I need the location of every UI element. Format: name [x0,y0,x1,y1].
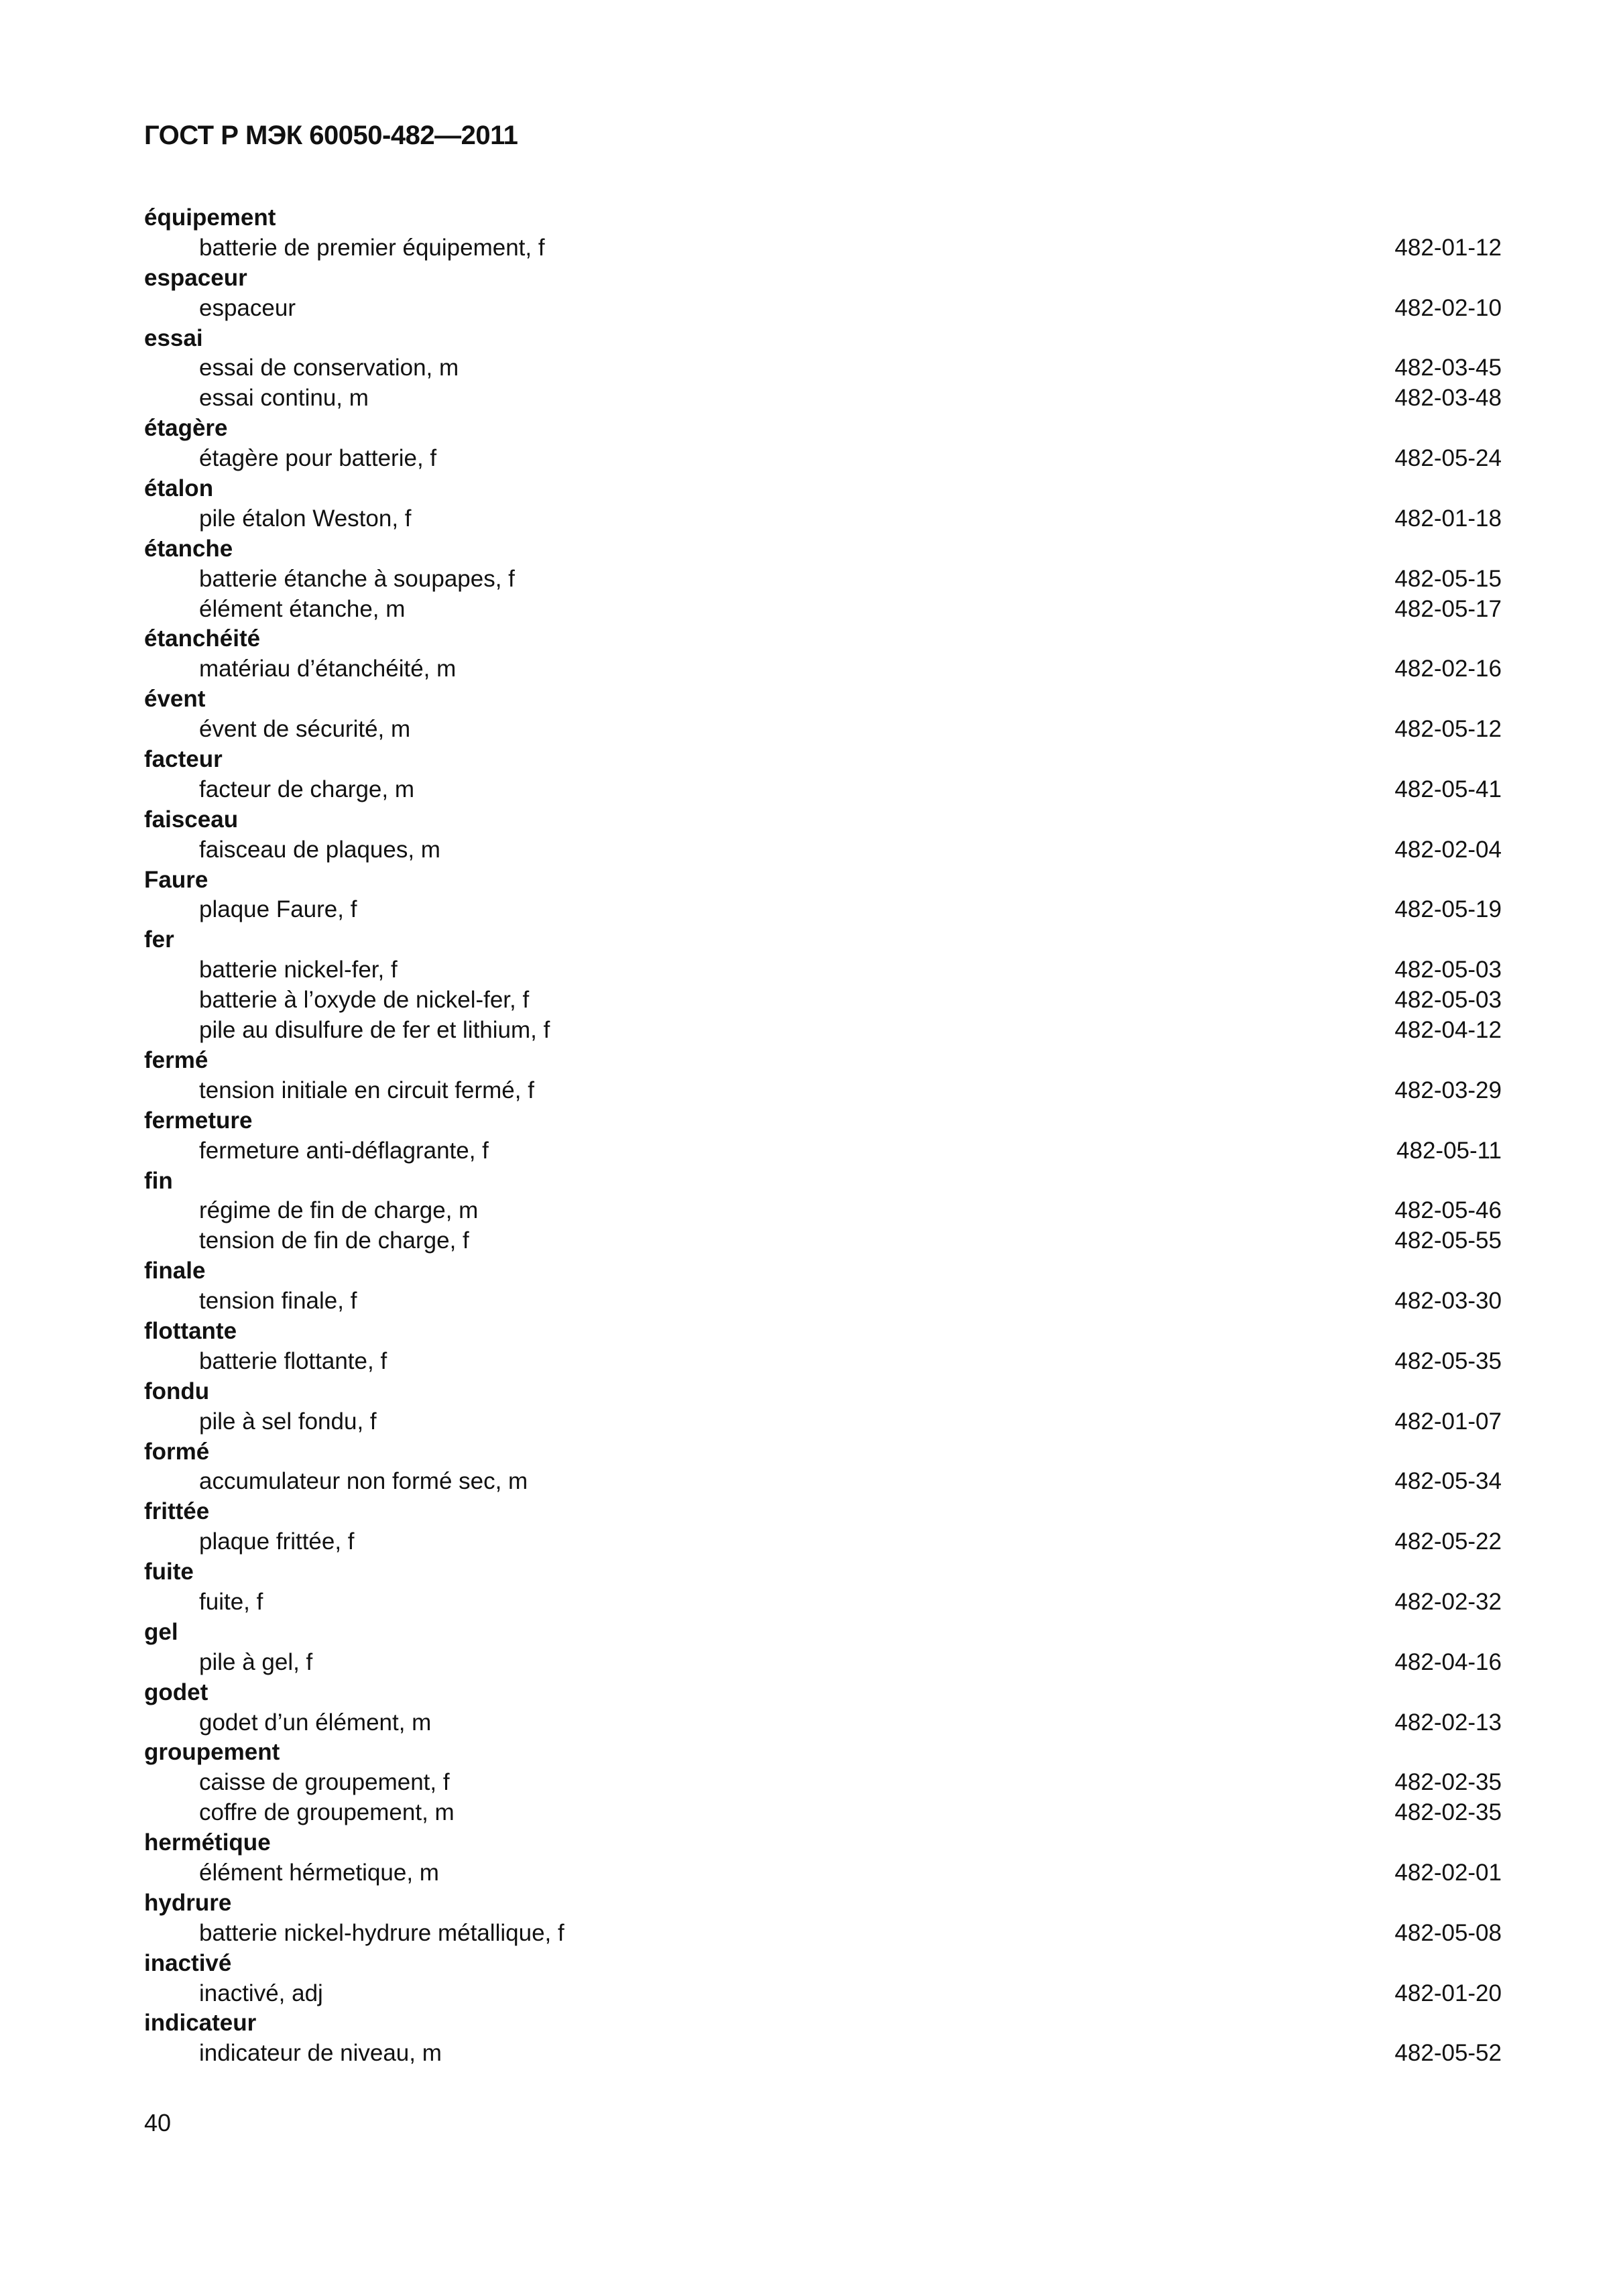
index-reference-number: 482-02-35 [1394,1769,1502,1796]
index-headword: groupement [144,1739,280,1766]
page-number: 40 [144,2109,172,2136]
index-reference-number: 482-02-10 [1394,294,1502,321]
index-reference-number: 482-05-19 [1394,896,1502,923]
index-entry [144,383,1502,414]
index-entry [144,1016,1502,1046]
index-entry [144,294,1502,324]
index-headword: fondu [144,1378,210,1404]
index-reference-number: 482-03-48 [1394,385,1502,412]
index-entry [144,1919,1502,1949]
index-headword: équipement [144,204,276,231]
index-reference-number: 482-05-35 [1394,1347,1502,1374]
index-entry [144,1708,1502,1738]
index-term: batterie étanche à soupapes, f [199,565,515,592]
index-term: indicateur de niveau, m [199,2040,442,2067]
index-term: faisceau de plaques, m [199,836,440,863]
index-headword: étanchéité [144,625,261,652]
index-reference-number: 482-04-12 [1394,1017,1502,1044]
index-headword: fuite [144,1559,194,1585]
index-entry [144,595,1502,625]
index-reference-number: 482-05-46 [1394,1197,1502,1224]
index-entry [144,444,1502,474]
index-entry [144,955,1502,985]
index-reference-number: 482-05-22 [1394,1528,1502,1555]
index-entry [144,1979,1502,2009]
index-reference-number: 482-05-08 [1394,1919,1502,1946]
index-reference-number: 482-04-16 [1394,1648,1502,1675]
index-reference-number: 482-03-30 [1394,1288,1502,1315]
index-term: étagère pour batterie, f [199,445,437,472]
index-reference-number: 482-02-35 [1394,1799,1502,1826]
index-entry [144,1136,1502,1166]
index-headword: hydrure [144,1889,232,1916]
index-term: tension finale, f [199,1288,357,1315]
index-term: élément étanche, m [199,595,406,622]
index-reference-number: 482-05-41 [1394,776,1502,802]
index-term: tension initiale en circuit fermé, f [199,1077,534,1103]
index-headword: faisceau [144,806,239,833]
index-reference-number: 482-02-13 [1394,1709,1502,1736]
index-reference-number: 482-05-17 [1394,595,1502,622]
index-reference-number: 482-05-03 [1394,957,1502,983]
index-reference-number: 482-01-12 [1394,234,1502,261]
index-term: inactivé, adj [199,1980,323,2006]
index-term: caisse de groupement, f [199,1769,450,1796]
index-term: batterie flottante, f [199,1347,387,1374]
index-headword: indicateur [144,2010,257,2037]
index-headword: fin [144,1167,173,1194]
index-term: pile à sel fondu, f [199,1408,377,1435]
index-entry [144,1196,1502,1226]
index-term: coffre de groupement, m [199,1799,455,1826]
index-entry [144,1858,1502,1888]
index-entry [144,1226,1502,1256]
index-entry [144,1407,1502,1437]
index-headword: Faure [144,866,208,893]
index-term: fermeture anti-déflagrante, f [199,1137,489,1164]
index-reference-number: 482-05-24 [1394,445,1502,472]
index-entry [144,715,1502,745]
index-reference-number: 482-05-11 [1396,1137,1502,1164]
index-reference-number: 482-02-32 [1394,1588,1502,1615]
term-index [144,203,1502,2069]
index-term: tension de fin de charge, f [199,1227,469,1254]
index-reference-number: 482-02-04 [1394,836,1502,863]
index-headword: finale [144,1258,206,1284]
index-reference-number: 482-01-07 [1394,1408,1502,1435]
index-headword: formé [144,1438,210,1465]
index-headword: étagère [144,415,228,442]
index-reference-number: 482-01-18 [1394,505,1502,532]
index-term: batterie nickel-fer, f [199,957,398,983]
index-term: régime de fin de charge, m [199,1197,479,1224]
index-headword: étalon [144,475,214,502]
index-term: essai continu, m [199,385,369,412]
index-headword: essai [144,324,203,351]
index-reference-number: 482-02-01 [1394,1859,1502,1886]
page-header: ГОСТ Р МЭК 60050-482—2011 [144,121,518,150]
index-term: godet d’un élément, m [199,1709,432,1736]
index-headword: étanche [144,535,233,562]
index-reference-number: 482-03-29 [1394,1077,1502,1103]
index-term: accumulateur non formé sec, m [199,1468,528,1495]
index-term: facteur de charge, m [199,776,414,802]
index-headword: espaceur [144,264,247,291]
index-term: fuite, f [199,1588,263,1615]
index-reference-number: 482-03-45 [1394,355,1502,381]
index-entry [144,1286,1502,1317]
index-headword: flottante [144,1317,237,1344]
index-headword: inactivé [144,1949,232,1976]
index-headword: fermé [144,1046,208,1073]
index-entry [144,353,1502,383]
index-entry [144,564,1502,595]
index-reference-number: 482-05-15 [1394,565,1502,592]
index-term: évent de sécurité, m [199,716,411,743]
index-reference-number: 482-05-34 [1394,1468,1502,1495]
index-entry [144,1527,1502,1557]
index-term: plaque frittée, f [199,1528,355,1555]
index-entry [144,1347,1502,1377]
index-entry [144,654,1502,684]
index-headword: godet [144,1679,208,1705]
index-reference-number: 482-01-20 [1394,1980,1502,2006]
index-reference-number: 482-05-55 [1394,1227,1502,1254]
index-headword: gel [144,1618,178,1645]
index-term: espaceur [199,294,296,321]
index-term: plaque Faure, f [199,896,357,923]
index-entry [144,1798,1502,1828]
index-headword: frittée [144,1498,210,1525]
index-term: pile étalon Weston, f [199,505,412,532]
index-headword: hermétique [144,1829,271,1856]
index-reference-number: 482-02-16 [1394,656,1502,682]
index-term: élément hérmetique, m [199,1859,439,1886]
index-term: batterie de premier équipement, f [199,234,545,261]
index-entry [144,1076,1502,1106]
index-entry [144,985,1502,1016]
index-entry [144,1768,1502,1798]
index-term: pile à gel, f [199,1648,313,1675]
index-entry [144,835,1502,865]
index-term: matériau d’étanchéité, m [199,656,457,682]
index-reference-number: 482-05-12 [1394,716,1502,743]
index-entry [144,1467,1502,1497]
index-term: pile au disulfure de fer et lithium, f [199,1017,550,1044]
index-headword: fermeture [144,1107,253,1134]
index-entry [144,504,1502,534]
index-entry [144,1648,1502,1678]
index-term: batterie nickel-hydrure métallique, f [199,1919,564,1946]
index-entry [144,1587,1502,1618]
index-reference-number: 482-05-03 [1394,987,1502,1014]
index-entry [144,775,1502,805]
index-headword: évent [144,686,206,713]
index-term: essai de conservation, m [199,355,459,381]
index-headword: fer [144,926,174,953]
index-term: batterie à l’oxyde de nickel-fer, f [199,987,530,1014]
index-entry [144,895,1502,925]
index-entry [144,233,1502,263]
index-reference-number: 482-05-52 [1394,2040,1502,2067]
index-entry [144,2039,1502,2069]
index-headword: facteur [144,746,223,773]
